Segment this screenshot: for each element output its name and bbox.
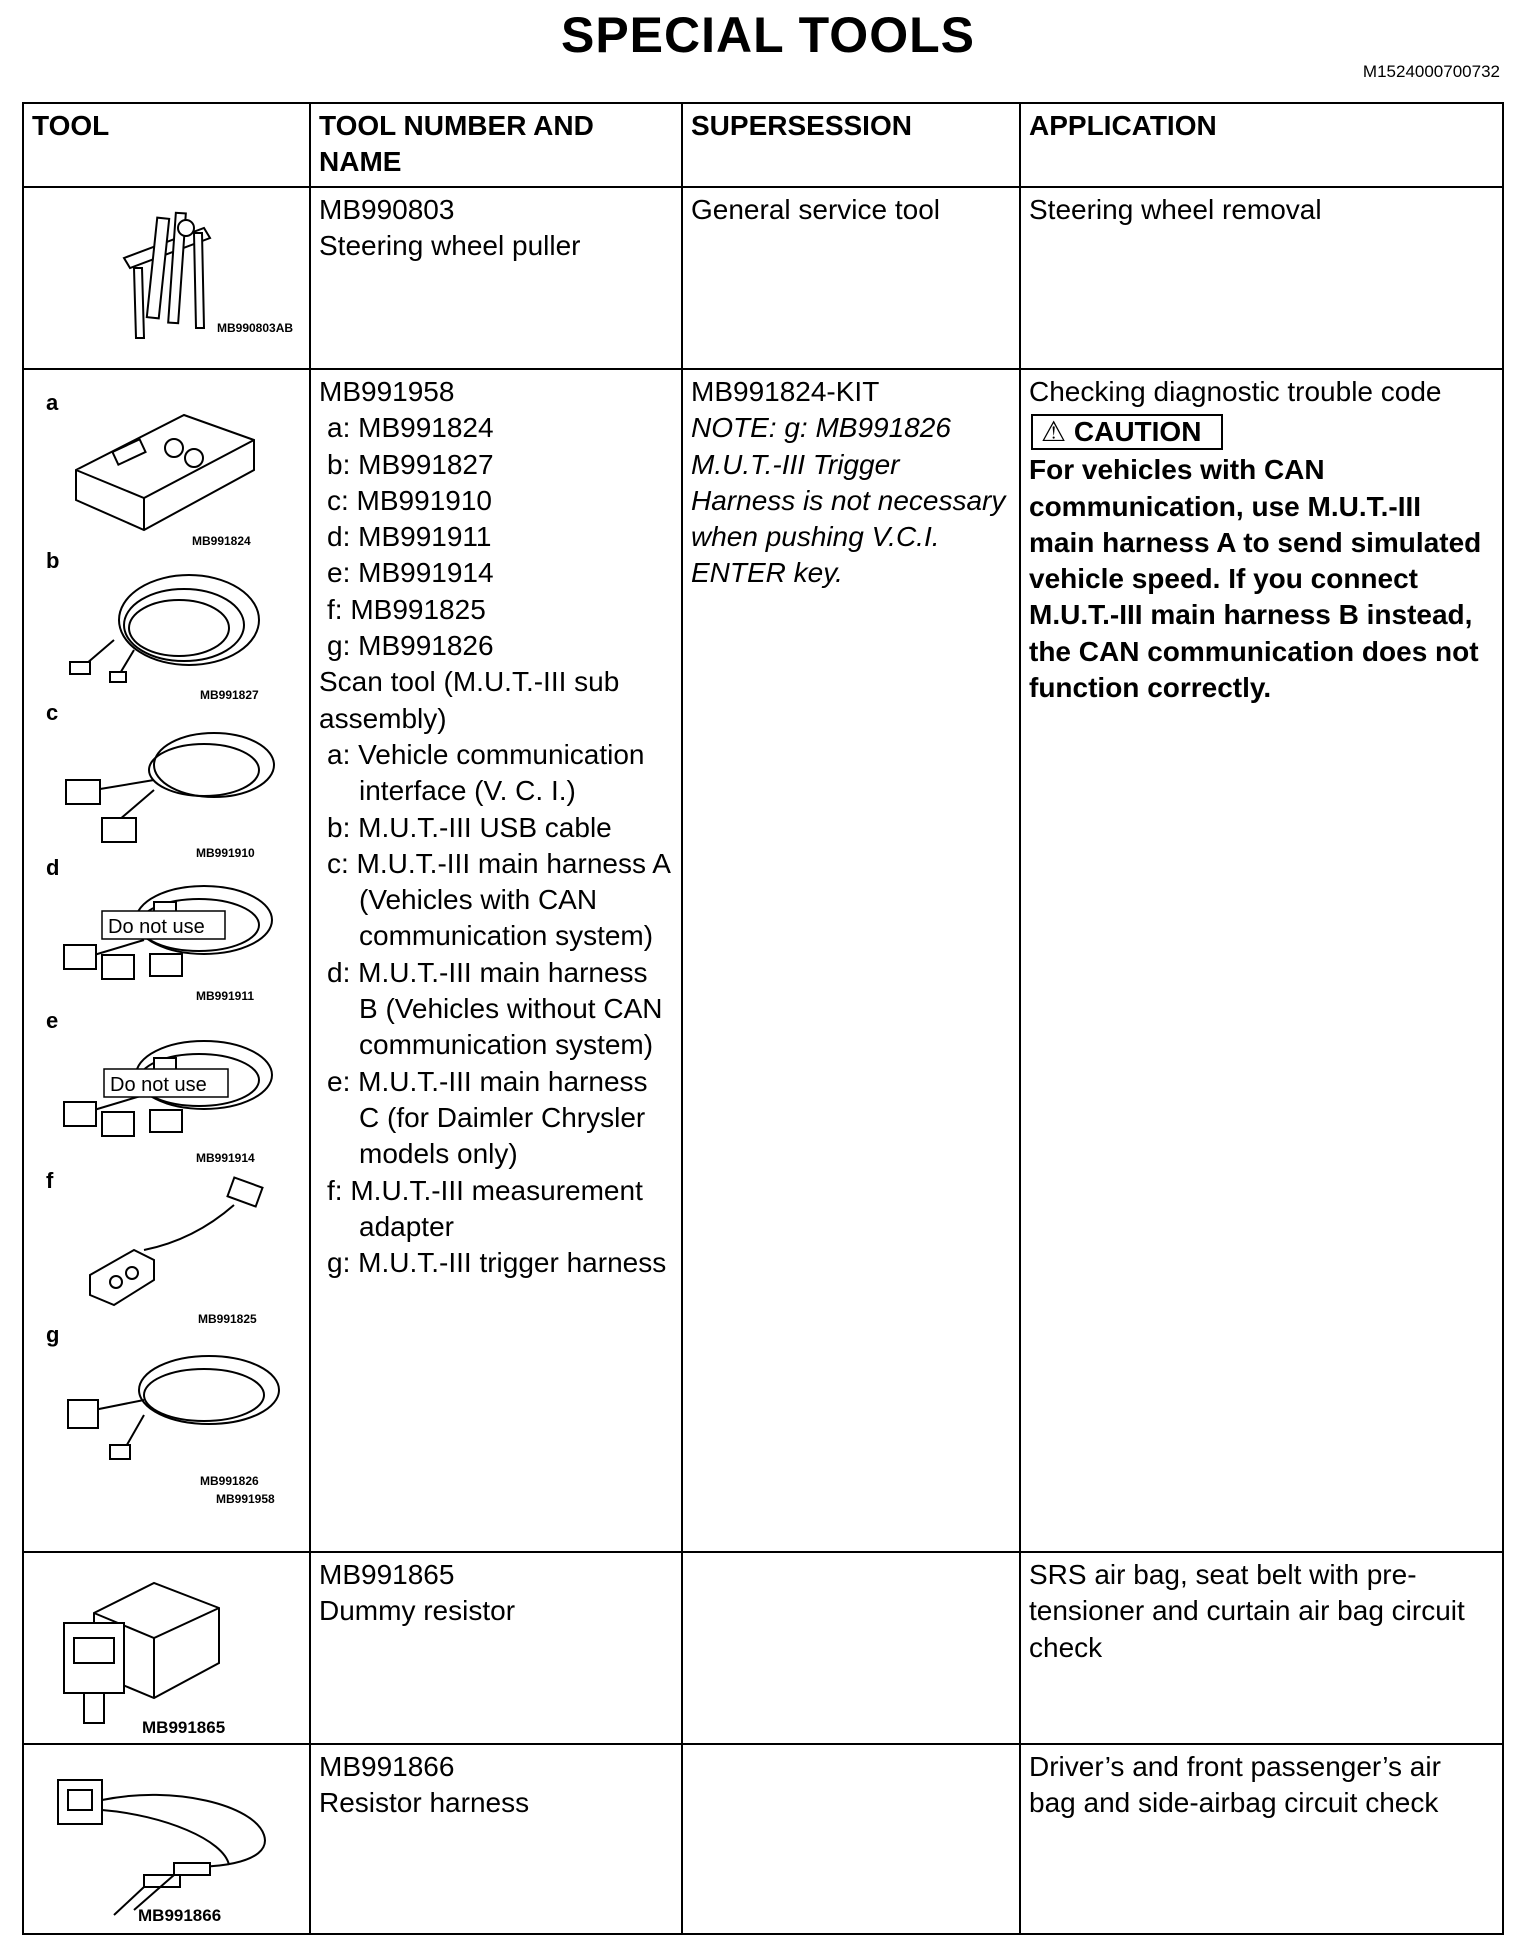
page-title: SPECIAL TOOLS xyxy=(560,7,975,63)
sub-tool-letter: d xyxy=(46,855,60,880)
tool-image-code: MB991865 xyxy=(142,1718,226,1737)
sub-tool-code: MB991825 xyxy=(198,1312,257,1326)
tool-image-code: MB991958 xyxy=(216,1492,275,1506)
sub-tool-code: MB991826 xyxy=(200,1474,259,1488)
column-header-supersession: SUPERSESSION xyxy=(682,103,1020,187)
tool-number-cell xyxy=(310,187,682,369)
vci-icon xyxy=(76,415,254,530)
table-row xyxy=(23,187,1503,369)
tool-image-cell xyxy=(23,1552,310,1744)
sub-tool-description: b: M.U.T.-III USB cable xyxy=(327,811,612,843)
supersession-note: NOTE: g: MB991826 M.U.T.-III Trigger Harness is not necessary when pushing V.C.I. ENTER key. xyxy=(691,412,1006,589)
kit-line: b: MB991827 xyxy=(327,448,494,480)
caution-box xyxy=(1031,414,1223,450)
sub-tool-code: MB991911 xyxy=(196,989,255,1003)
warning-triangle-icon: ⚠ xyxy=(1041,416,1067,448)
sub-tool-letter: e xyxy=(46,1008,59,1033)
resistor-harness-illustration xyxy=(24,1745,311,1935)
main-harness-a-icon xyxy=(66,733,274,842)
sub-tool-description: e: M.U.T.-III main harness C (for Daimler Chrysler models only) xyxy=(327,1065,648,1170)
do-not-use-label: Do not use xyxy=(110,1074,207,1096)
sub-tool-description: f: M.U.T.-III measurement adapter xyxy=(327,1174,643,1242)
kit-line: f: MB991825 xyxy=(327,593,486,625)
application-cell: SRS air bag, seat belt with pre-tensioner and curtain air bag circuit check xyxy=(1020,1552,1503,1744)
dummy-resistor-illustration xyxy=(24,1553,311,1745)
tool-number-cell xyxy=(310,1744,682,1934)
supersession-cell xyxy=(682,369,1020,1552)
sub-tool-code: MB991914 xyxy=(196,1151,255,1165)
sub-tool-letter: g xyxy=(46,1322,60,1347)
sub-tool-code: MB991910 xyxy=(196,846,255,860)
tool-name: Resistor harness xyxy=(319,1787,530,1819)
sub-tool-description: c: M.U.T.-III main harness A (Vehicles with CAN communication system) xyxy=(327,847,670,952)
tool-number-cell xyxy=(310,1552,682,1744)
kit-line: d: MB991911 xyxy=(327,521,492,553)
tool-image-cell xyxy=(23,369,310,1552)
application-cell: Driver’s and front passenger’s air bag and side-airbag circuit check xyxy=(1020,1744,1503,1934)
column-header-tool: TOOL xyxy=(23,103,310,187)
tool-image-code: MB990803AB xyxy=(217,321,294,335)
usb-cable-icon xyxy=(70,575,259,682)
sub-tool-code: MB991824 xyxy=(192,534,251,548)
tool-number: MB991866 xyxy=(319,1751,455,1782)
special-tools-table xyxy=(22,102,1504,1935)
column-header-application: APPLICATION xyxy=(1020,103,1503,187)
application-cell: Steering wheel removal xyxy=(1020,187,1503,369)
sub-tool-letter: c xyxy=(46,700,59,725)
steering-wheel-puller-illustration xyxy=(24,188,311,370)
sub-tool-description: g: M.U.T.-III trigger harness xyxy=(327,1247,667,1279)
tool-image-code: MB991866 xyxy=(138,1906,222,1925)
kit-line: a: MB991824 xyxy=(327,412,494,444)
tool-image-cell xyxy=(23,187,310,369)
tool-image-cell xyxy=(23,1744,310,1934)
supersession-cell: General service tool xyxy=(682,187,1020,369)
tool-name: Dummy resistor xyxy=(319,1595,516,1627)
sub-tool-letter: b xyxy=(46,548,60,573)
tool-name: Steering wheel puller xyxy=(319,230,581,262)
application-text: Checking diagnostic trouble code xyxy=(1029,376,1442,407)
kit-line: c: MB991910 xyxy=(327,484,492,516)
table-row xyxy=(23,369,1503,1552)
table-row xyxy=(23,1744,1503,1934)
kit-line: e: MB991914 xyxy=(327,557,494,589)
supersession-value: MB991824-KIT xyxy=(691,376,880,407)
measurement-adapter-icon xyxy=(90,1177,263,1305)
sub-tool-description: d: M.U.T.-III main harness B (Vehicles without CAN communication system) xyxy=(327,956,663,1061)
document-id: M1524000700732 xyxy=(1362,62,1500,81)
tool-number: MB990803 xyxy=(319,194,455,225)
caution-text: For vehicles with CAN communication, use M.U.T.-III main harness A to send simulated vehicle speed. If you connect M.U.T.-III main harness B instead, the CAN communication does not function correctly. xyxy=(1029,454,1482,704)
sub-tool-letter: a xyxy=(46,390,59,415)
sub-tool-code: MB991827 xyxy=(200,688,259,702)
column-header-tool-number: TOOL NUMBER AND NAME xyxy=(310,103,682,187)
supersession-cell xyxy=(682,1552,1020,1744)
table-row xyxy=(23,1552,1503,1744)
supersession-cell xyxy=(682,1744,1020,1934)
kit-line: g: MB991826 xyxy=(327,630,494,662)
sub-tool-letter: f xyxy=(46,1168,54,1193)
tool-number: MB991865 xyxy=(319,1559,455,1590)
scan-tool-kit-illustration xyxy=(24,370,311,1553)
caution-label: CAUTION xyxy=(1073,416,1202,448)
table-header-row xyxy=(23,103,1503,187)
application-cell xyxy=(1020,369,1503,1552)
tool-name: Scan tool (M.U.T.-III sub assembly) xyxy=(319,666,620,734)
sub-tool-description: a: Vehicle communication interface (V. C. I.) xyxy=(327,738,645,807)
do-not-use-label: Do not use xyxy=(108,916,205,938)
tool-number-cell xyxy=(310,369,682,1552)
trigger-harness-icon xyxy=(68,1356,279,1459)
tool-number: MB991958 xyxy=(319,376,455,407)
